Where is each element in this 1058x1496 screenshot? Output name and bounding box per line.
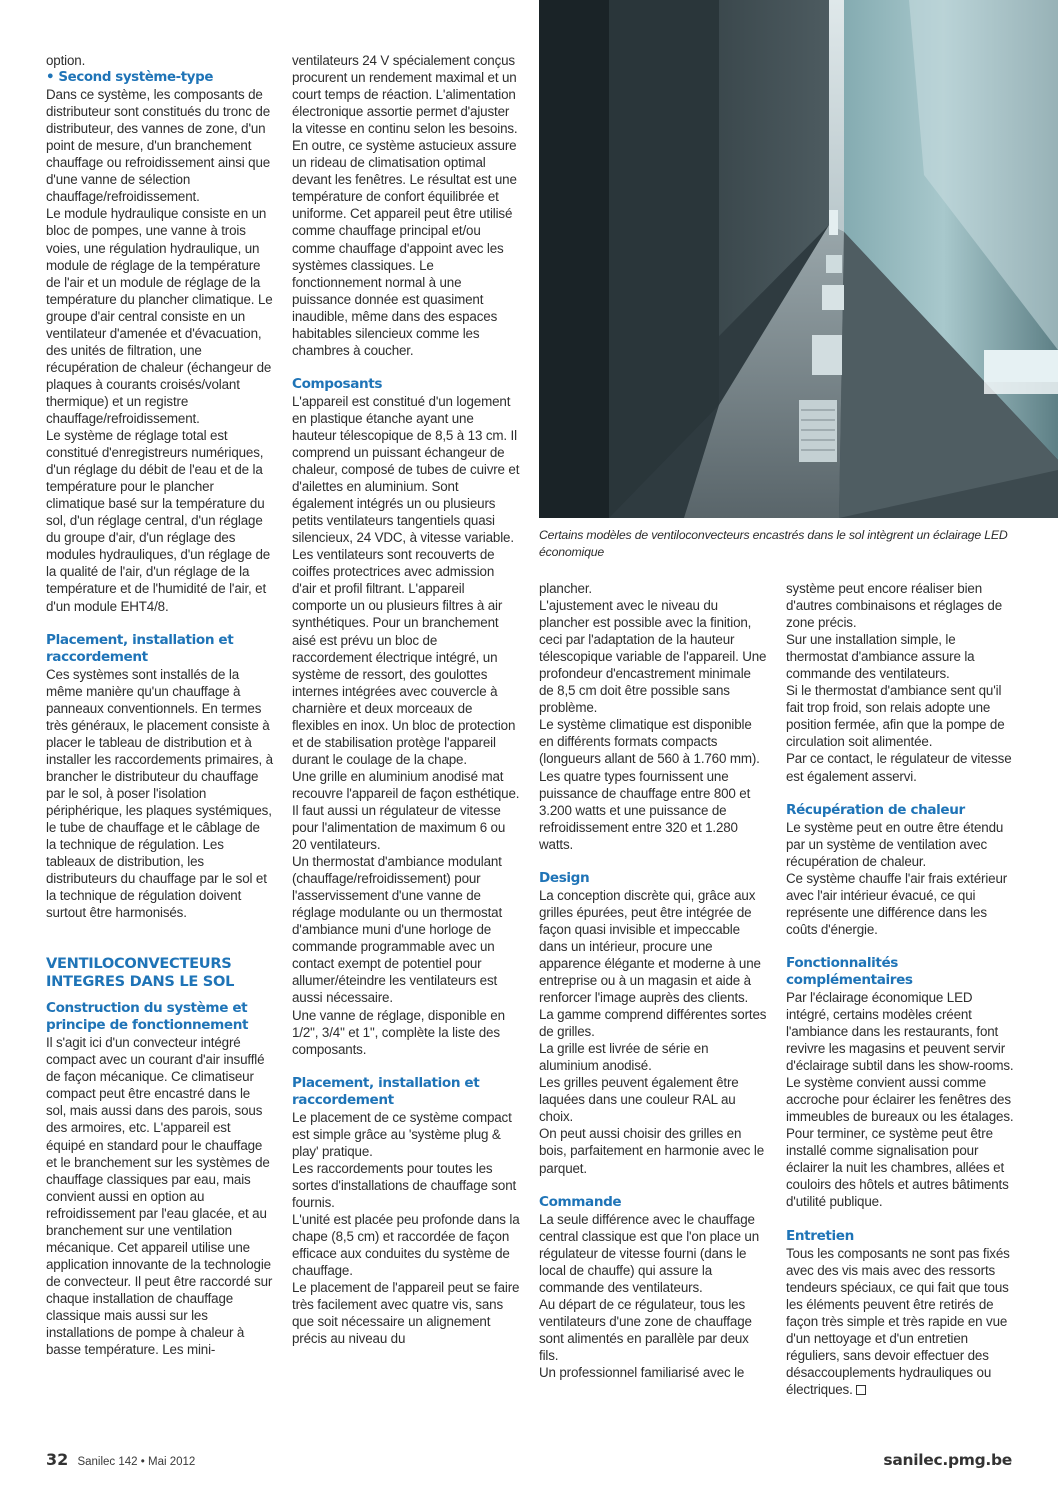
corridor-photo-illustration: [539, 0, 1058, 518]
bullet-heading: • Second système-type: [46, 70, 214, 86]
subheading: Entretien: [786, 1227, 854, 1244]
paragraph: Le module hydraulique consiste en un bloc de pompes, une vanne à trois voies, une régulation hydraulique, un module de réglage de la température de l'air et un module de réglage de la température du plancher climatique. Le groupe d'air central consiste en un ventilateur d'amenée et d'évacuation, des unités de filtration, une récupération de chaleur (échangeur de plaques à courants croisés/volant thermique) et un registre chauffage/refroidissement.: [46, 206, 273, 426]
paragraph: Il faut aussi un régulateur de vitesse pour l'alimentation de maximum 6 ou 20 ventilateurs.: [292, 802, 506, 853]
paragraph: L'ajustement avec le niveau du plancher est possible avec la finition, ceci par l'adaptation de la hauteur télescopique variable de l'appareil. Une profondeur d'encastrement minimale de 8,5 cm doit être possible sans problème.: [539, 598, 767, 716]
paragraph: Le système de réglage total est constitué d'enregistreurs numériques, d'un réglage du débit de l'eau et de la température pour le plancher climatique basé sur la température du sol, d'un réglage central, d'un réglage du groupe d'air, d'un réglage des modules hydrauliques, d'un réglage de la qualité de l'air, d'un réglage de la température et de l'humidité de l'air, et d'un module EHT4/8.: [46, 428, 271, 614]
end-square-icon: [856, 1385, 866, 1395]
paragraph: ventilateurs 24 V spécialement conçus procurent un rendement maximal et un court temps de réaction. L'alimentation électronique assortie permet d'ajuster la vitesse en continu selon les besoins. En outre, ce système astucieux assure un rideau de climatisation optimal devant les fenêtres. Le résultat est une température de confort équilibrée et uniforme. Cet appareil peut être utilisé comme chauffage principal et/ou comme chauffage d'appoint avec les systèmes classiques. Le fonctionnement normal à une puissance donnée est quasiment inaudible, même dans des espaces habitables silencieux comme les chambres à coucher.: [292, 53, 518, 358]
footer-site-link[interactable]: sanilec.pmg.be: [883, 1451, 1012, 1469]
paragraph-text: Tous les composants ne sont pas fixés avec des vis mais avec des ressorts tendeurs spéciaux, ce qui fait que tous les éléments peuvent être retirés de façon très simple et très rapide en vue d'un nettoyage et d'un entretien réguliers, sans devoir effectuer des désaccouplements hydrauliques ou électriques.: [786, 1245, 1010, 1397]
subheading: Composants: [292, 375, 383, 392]
paragraph: La conception discrète qui, grâce aux grilles épurées, peut être intégrée de façon quasi invisible et impeccable dans un intérieur, procure une apparence élégante et moderne à une entreprise ou à un magasin et aide à renforcer l'image auprès des clients.: [539, 887, 761, 1006]
paragraph: La seule différence avec le chauffage central classique est que l'on place un régulateur de vitesse fourni (dans le local de chauffe) qui assure la commande des ventilateurs.: [539, 1211, 760, 1295]
paragraph: Un professionnel familiarisé avec le: [539, 1364, 745, 1380]
subheading: Récupération de chaleur: [786, 801, 965, 818]
paragraph: Le système peut en outre être étendu par un système de ventilation avec récupération de chaleur.: [786, 819, 1004, 869]
paragraph: Le système climatique est disponible en différents formats compacts (longueurs allant de 560 à 1.760 mm).: [539, 717, 760, 767]
corridor-photo: [539, 0, 1058, 518]
footer-issue: [46, 1450, 195, 1472]
paragraph: Pour terminer, ce système peut être installé comme signalisation pour éclairer la nuit les chambres, allées et couloirs des hôtels et autres bâtiments d'utilité publique.: [786, 1126, 1009, 1210]
paragraph: Sur une installation simple, le thermostat d'ambiance assure la commande des ventilateurs.: [786, 632, 975, 682]
paragraph: [786, 1245, 1014, 1398]
paragraph: Si le thermostat d'ambiance sent qu'il fait trop froid, son relais adopte une position fermée, afin que la pompe de circulation soit alimentée.: [786, 683, 1005, 750]
section-heading: VENTILOCONVECTEURS INTEGRES DANS LE SOL: [46, 955, 235, 990]
paragraph: L'appareil est constitué d'un logement en plastique étanche ayant une hauteur télescopique de 8,5 à 13 cm. Il comprend un puissant échangeur de chaleur, composé de tubes de cuivre et d'ailettes en aluminium. Sont également intégrés un ou plusieurs petits ventilateurs tangentiels quasi silencieux, 24 VDC, à vitesse variable.: [292, 393, 520, 546]
subheading: Commande: [539, 1193, 622, 1210]
article-column-4: [786, 580, 1014, 1398]
paragraph: Ce système chauffe l'air frais extérieur avec l'air intérieur évacué, ce qui représente une différence dans les coûts d'énergie.: [786, 870, 1008, 937]
article-column-3: [539, 580, 767, 1381]
paragraph: Les quatre types fournissent une puissance de chauffage entre 800 et 3.200 watts et une puissance de refroidissement entre 320 et 1.280 watts.: [539, 768, 751, 852]
subheading: Fonctionnalités complémentaires: [786, 954, 913, 988]
article-column-1: [46, 52, 273, 1358]
subheading: Design: [539, 869, 590, 886]
paragraph: Ces systèmes sont installés de la même manière qu'un chauffage à panneaux conventionnels. En termes très généraux, le placement consiste à placer le tableau de distribution et à installer les raccordements primaires, à brancher le distributeur du chauffage par le sol, à poser l'isolation périphérique, les plaques systémiques, le tube de chauffage et le câblage de la technique de régulation. Les tableaux de distribution, les distributeurs du chauffage par le sol et la technique de régulation doivent surtout être harmonisés.: [46, 666, 273, 921]
paragraph: Les grilles peuvent également être laquées dans une couleur RAL au choix.: [539, 1075, 739, 1125]
paragraph: Il s'agit ici d'un convecteur intégré compact avec un courant d'air insufflé de façon mécanique. Ce climatiseur compact peut être encastré dans le sol, mais aussi dans des parois, sous des armoires, etc. L'appareil est équipé en standard pour le chauffage et le branchement sur les systèmes de chauffage classiques par eau, mais convient aussi en option au refroidissement par l'eau glacée, et au branchement sur une ventilation mécanique. Cet appareil utilise une application innovante de la technologie de convecteur. Il peut être raccordé sur chaque installation de chauffage classique mais aussi sur les installations de pompe à chaleur à basse température. Les mini-: [46, 1035, 273, 1358]
paragraph: option.: [46, 53, 86, 68]
paragraph: Une grille en aluminium anodisé mat recouvre l'appareil de façon esthétique.: [292, 768, 520, 801]
paragraph: Les raccordements pour toutes les sortes d'installations de chauffage sont fournis.: [292, 1160, 517, 1210]
issue-label: Sanilec 142 • Mai 2012: [77, 1456, 196, 1468]
paragraph: système peut encore réaliser bien d'autres combinaisons et réglages de zone précis.: [786, 581, 1003, 631]
paragraph: Au départ de ce régulateur, tous les ventilateurs d'une zone de chauffage sont alimentés en parallèle par deux fils.: [539, 1296, 752, 1363]
paragraph: L'unité est placée peu profonde dans la chape (8,5 cm) et raccordée de façon efficace aux conduites du système de chauffage.: [292, 1211, 520, 1279]
subheading: Placement, installation et raccordement: [292, 1074, 480, 1108]
paragraph: On peut aussi choisir des grilles en bois, parfaitement en harmonie avec le parquet.: [539, 1126, 765, 1176]
paragraph: Par ce contact, le régulateur de vitesse est également asservi.: [786, 751, 1012, 784]
subheading: Construction du système et principe de fonctionnement: [46, 1000, 249, 1034]
paragraph: La grille est livrée de série en aluminium anodisé.: [539, 1041, 709, 1074]
paragraph: plancher.: [539, 581, 592, 596]
page-number: 32: [46, 1450, 69, 1469]
paragraph: Un thermostat d'ambiance modulant (chauffage/refroidissement) pour l'asservissement d'une vanne de réglage modulante ou un thermostat d'ambiance muni d'une horloge de commande programmable avec un contact exempt de potentiel pour allumer/éteindre les ventilateurs est aussi nécessaire.: [292, 854, 503, 1006]
paragraph: Dans ce système, les composants de distributeur sont constitués du tronc de distributeur, des vannes de zone, d'un point de mesure, d'un branchement chauffage ou refroidissement ainsi que d'une vanne de sélection chauffage/refroidissement.: [46, 87, 271, 205]
paragraph: Le placement de ce système compact est simple grâce au 'système plug & play' pratique.: [292, 1109, 512, 1159]
paragraph: La gamme comprend différentes sortes de grilles.: [539, 1007, 767, 1040]
paragraph: Le placement de l'appareil peut se faire très facilement avec quatre vis, sans que soit nécessaire un alignement précis au niveau du: [292, 1280, 520, 1347]
article-column-2: [292, 52, 520, 1347]
subheading: Placement, installation et raccordement: [46, 631, 234, 665]
paragraph: Par l'éclairage économique LED intégré, certains modèles créent l'ambiance dans les restaurants, font revivre les magasins et peuvent servir d'éclairage subtil dans les show-rooms.: [786, 989, 1014, 1074]
paragraph: Le système convient aussi comme accroche pour éclairer les fenêtres des immeubles de bureaux ou les étalages.: [786, 1075, 1014, 1125]
photo-caption: Certains modèles de ventiloconvecteurs encastrés dans le sol intègrent un éclairage LED économique: [539, 528, 1008, 559]
paragraph: Une vanne de réglage, disponible en 1/2", 3/4" et 1", complète la liste des composants.: [292, 1007, 505, 1057]
paragraph: Les ventilateurs sont recouverts de coiffes protectrices avec admission d'air et profil filtrant. L'appareil comporte un ou plusieurs filtres à air synthétiques. Pour un branchement aisé est prévu un bloc de raccordement électrique intégré, un système de ressort, des goulottes internes intégrées avec couvercle à charnière et deux morceaux de flexibles en inox. Un bloc de protection et de stabilisation protège l'appareil durant le coulage de la chape.: [292, 547, 516, 767]
